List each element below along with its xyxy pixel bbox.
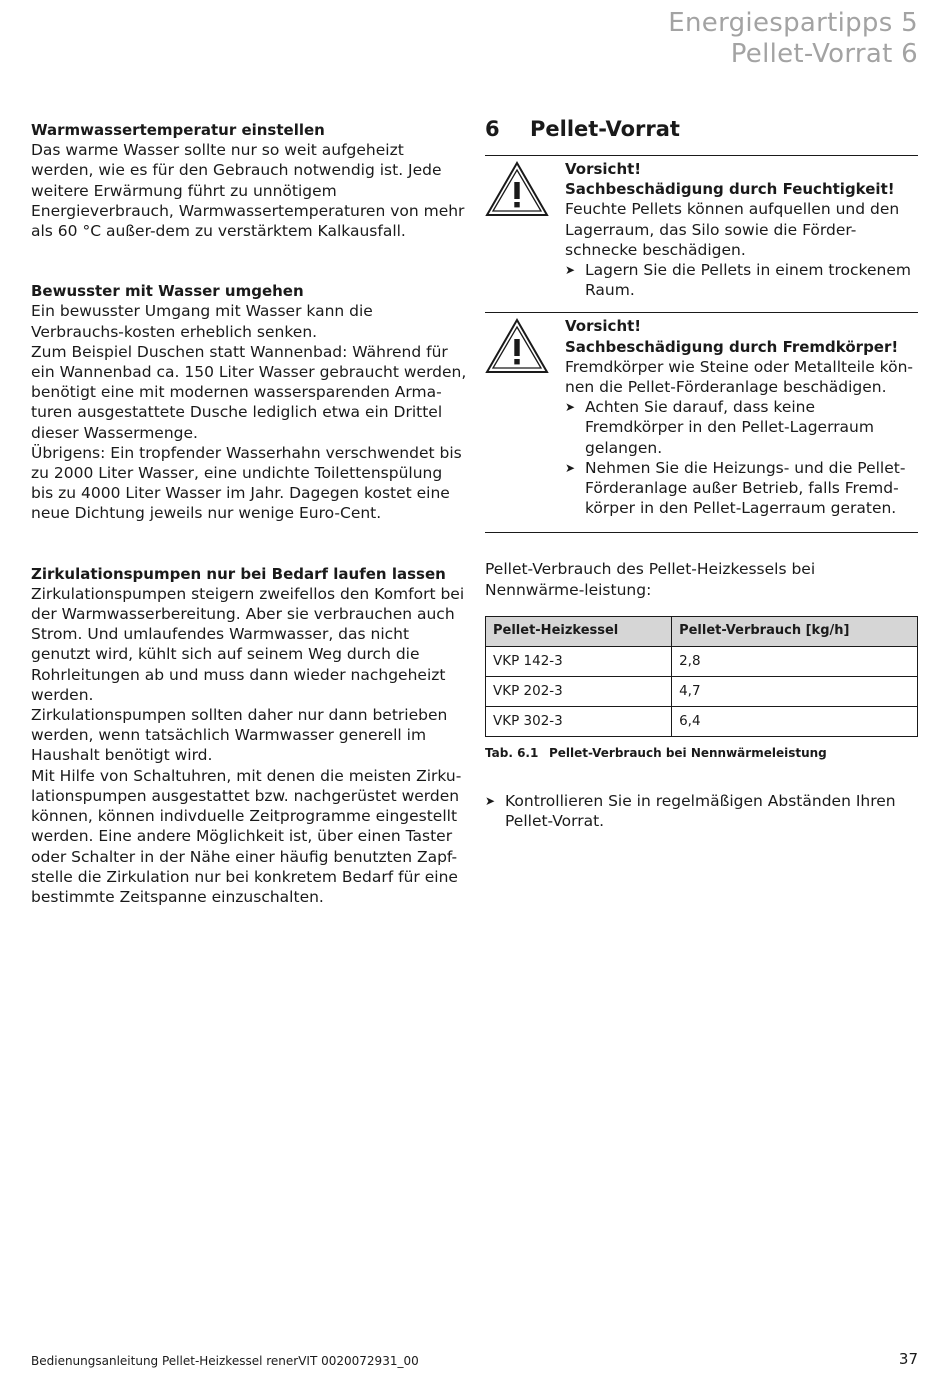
table-cell: VKP 202-3 xyxy=(486,676,672,706)
paragraph: Übrigens: Ein tropfender Wasserhahn verschwendet bis zu 2000 Liter Wasser, eine undichte Toilettenspülung bis zu 4000 Liter Wasser im Jahr. Dagegen kostet eine neue Dichtung jeweils nur wenige Euro-Cent. xyxy=(31,443,462,523)
table-cell: 2,8 xyxy=(672,646,918,676)
caption-number: Tab. 6.1 xyxy=(485,745,539,760)
list-item xyxy=(565,397,918,458)
section-heading: Warmwassertemperatur einstellen xyxy=(31,121,325,139)
section-heading: Bewusster mit Wasser umgehen xyxy=(31,282,304,301)
page-number: 37 xyxy=(898,1350,918,1368)
chapter-heading xyxy=(485,115,918,143)
paragraph: Das warme Wasser sollte nur so weit aufgeheizt werden, wie es für den Gebrauch notwendig ist. Jede weitere Erwärmung führt zu unnötigem Energieverbrauch, Warmwassertemperaturen von mehr als 60 °C außer-dem zu verstärktem Kalkausfall. xyxy=(31,141,465,241)
table-caption xyxy=(485,743,918,763)
arrow-bullet-icon: ➤ xyxy=(565,263,576,278)
list-item-text: Achten Sie darauf, dass keine Fremdkörper in den Pellet-Lagerraum gelangen. xyxy=(585,398,874,457)
consumption-table xyxy=(485,616,918,737)
warning-box-moisture xyxy=(485,155,918,312)
column-header: Pellet-Verbrauch [kg/h] xyxy=(672,616,918,646)
table-header-row xyxy=(486,616,918,646)
table-row xyxy=(486,646,918,676)
warning-box-foreign-objects xyxy=(485,312,918,533)
list-item xyxy=(565,458,918,519)
section-heading: Zirkulationspumpen nur bei Bedarf laufen lassen xyxy=(31,564,446,583)
warning-title: Vorsicht! xyxy=(565,160,642,178)
table-cell: VKP 302-3 xyxy=(486,706,672,736)
warning-title: Vorsicht! xyxy=(565,317,642,336)
list-item-text: Nehmen Sie die Heizungs- und die Pellet-Förderanlage außer Betrieb, falls Fremd-körper in den Pellet-Lagerraum geraten. xyxy=(585,458,906,518)
chapter-title: Pellet-Vorrat xyxy=(530,117,680,141)
warning-triangle-icon xyxy=(485,159,565,300)
left-column xyxy=(31,120,469,907)
warning-text: Fremdkörper wie Steine oder Metallteile kön-nen die Pellet-Förderanlage beschädigen. xyxy=(565,357,914,397)
warning-subtitle: Sachbeschädigung durch Feuchtigkeit! xyxy=(565,180,895,199)
warning-subtitle: Sachbeschädigung durch Fremdkörper! xyxy=(565,337,899,356)
list-item xyxy=(485,791,918,831)
running-header xyxy=(668,8,918,70)
warning-triangle-icon xyxy=(485,316,565,518)
column-header: Pellet-Heizkessel xyxy=(486,616,672,646)
table-row xyxy=(486,676,918,706)
arrow-bullet-icon: ➤ xyxy=(485,794,496,809)
arrow-bullet-icon: ➤ xyxy=(565,460,576,475)
list-item xyxy=(565,260,918,300)
header-line-1: Energiespartipps 5 xyxy=(668,8,918,38)
paragraph: Mit Hilfe von Schaltuhren, mit denen die meisten Zirku-lationspumpen ausgestattet bzw. nachgerüstet werden können, können indivduelle Zeitprogramme eingestellt werden. Eine andere Möglichkeit ist, über einen Taster oder Schalter in der Nähe einer häufig benutzten Zapf-stelle die Zirkulation nur bei konkretem Bedarf für eine bestimmte Zeitspanne einzuschalten. xyxy=(31,766,462,906)
table-cell: 6,4 xyxy=(672,706,918,736)
list-item-text: Kontrollieren Sie in regelmäßigen Abständen Ihren Pellet-Vorrat. xyxy=(505,792,896,831)
arrow-bullet-icon: ➤ xyxy=(565,400,576,415)
warning-text: Feuchte Pellets können aufquellen und den Lagerraum, das Silo sowie die Förder-schnecke beschädigen. xyxy=(565,200,900,259)
paragraph: Zirkulationspumpen sollten daher nur dann betrieben werden, wenn tatsächlich Warmwasser generell im Haushalt benötigt wird. xyxy=(31,706,448,765)
table-row xyxy=(486,706,918,736)
paragraph: Ein bewusster Umgang mit Wasser kann die Verbrauchs-kosten erheblich senken. xyxy=(31,302,373,341)
paragraph: Zum Beispiel Duschen statt Wannenbad: Während für ein Wannenbad ca. 150 Liter Wasser gebraucht werden, benötigt eine mit modernen wassersparenden Arma-turen ausgestattete Dusche lediglich etwa ein Drittel dieser Wassermenge. xyxy=(31,342,467,442)
table-cell: VKP 142-3 xyxy=(486,646,672,676)
chapter-number: 6 xyxy=(485,117,500,141)
header-line-2: Pellet-Vorrat 6 xyxy=(730,39,918,69)
list-item-text: Lagern Sie die Pellets in einem trockenem Raum. xyxy=(585,261,911,300)
table-intro: Pellet-Verbrauch des Pellet-Heizkessels bei Nennwärme-leistung: xyxy=(485,560,816,599)
page-footer: Bedienungsanleitung Pellet-Heizkessel renerVIT 0020072931_00 xyxy=(31,1354,419,1368)
paragraph: Zirkulationspumpen steigern zweifellos den Komfort bei der Warmwasserbereitung. Aber sie verbrauchen auch Strom. Und umlaufendes Warmwasser, das nicht genutzt wird, kühlt sich auf seinem Weg durch die Rohrleitungen ab und muss dann wieder nachgeheizt werden. xyxy=(31,584,465,704)
right-column xyxy=(485,115,918,831)
caption-text: Pellet-Verbrauch bei Nennwärmeleistung xyxy=(549,745,827,760)
table-cell: 4,7 xyxy=(672,676,918,706)
